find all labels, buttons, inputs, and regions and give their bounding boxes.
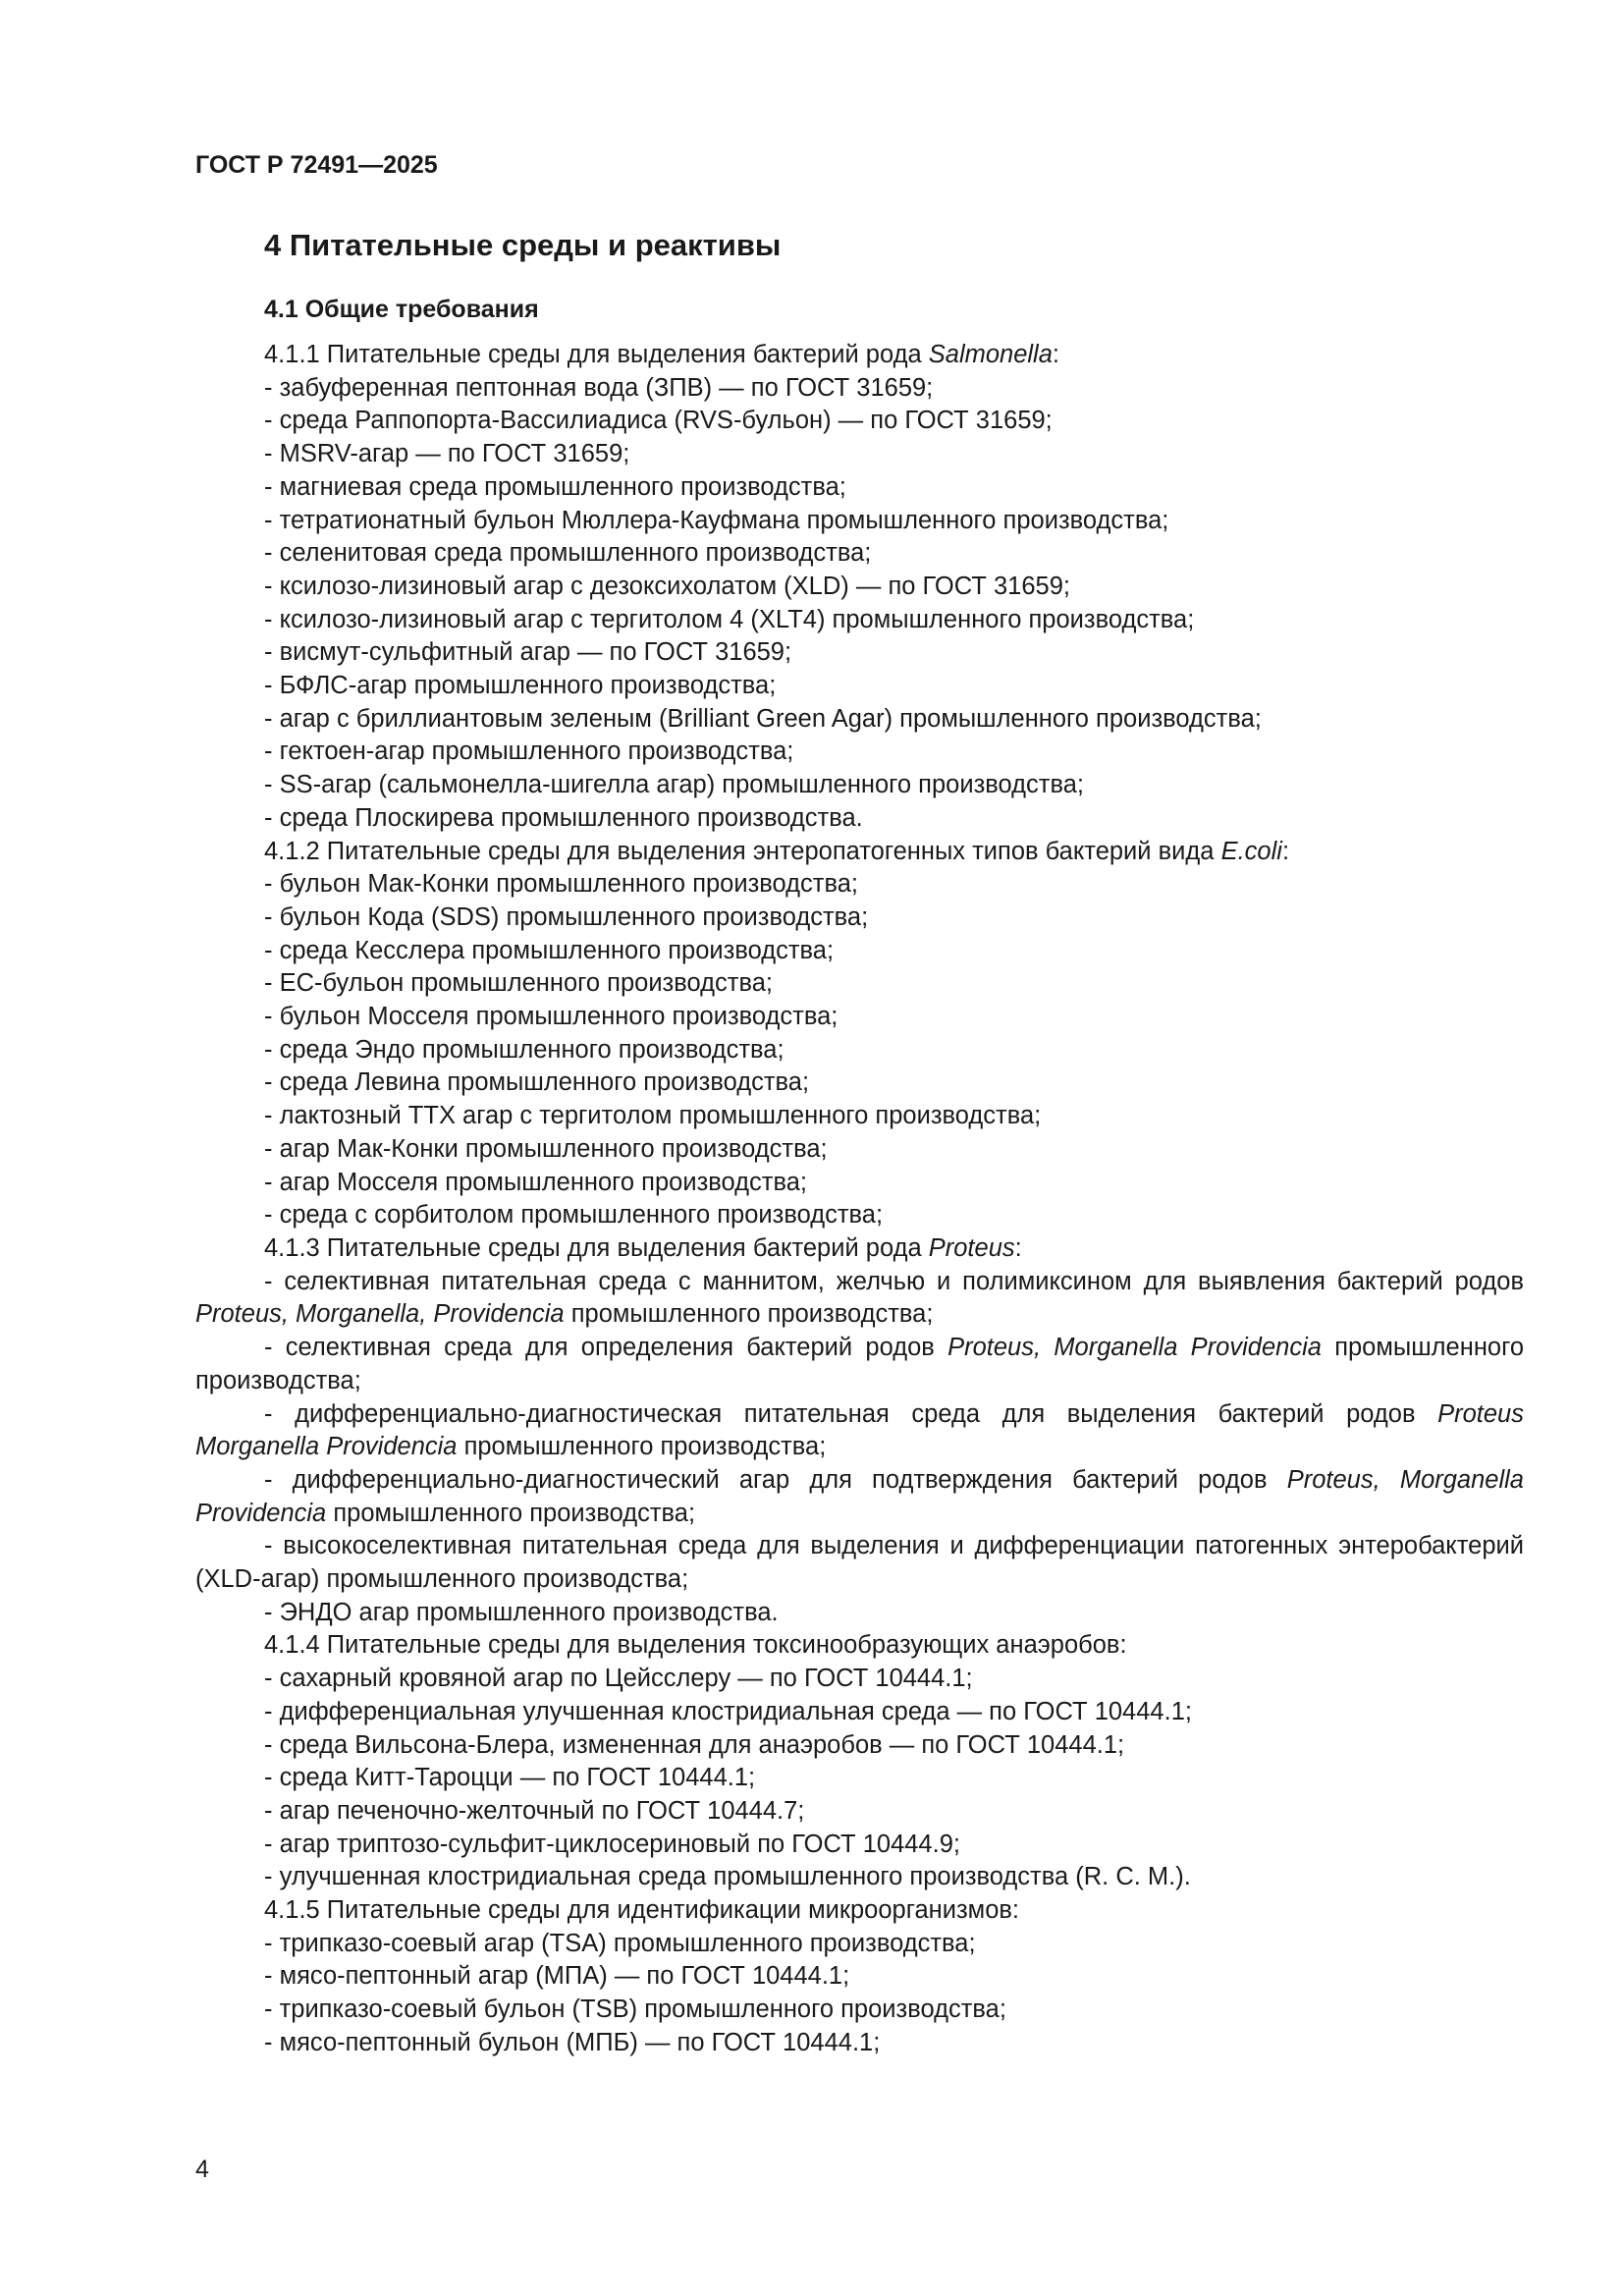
page-number: 4	[195, 2156, 209, 2183]
list-item: - среда с сорбитолом промышленного производства;	[264, 1201, 884, 1230]
list-item: - магниевая среда промышленного производства;	[264, 472, 846, 501]
list-item: - гектоен-агар промышленного производства;	[264, 738, 794, 766]
clause-4-1-5-intro: 4.1.5 Питательные среды для идентификации микроорганизмов:	[264, 1896, 1020, 1925]
list-item: - агар с бриллиантовым зеленым (Brilliant Green Agar) промышленного производства;	[264, 704, 1262, 733]
list-item: - мясо-пептонный бульон (МПБ) — по ГОСТ 10444.1;	[264, 2028, 881, 2056]
list-item: - трипказо-соевый бульон (TSB) промышленного производства;	[264, 1995, 1006, 2024]
clause-4-1-3-intro: 4.1.3 Питательные среды для выделения бактерий рода Proteus:	[264, 1233, 1022, 1262]
list-item: - ЭНДО агар промышленного производства.	[264, 1598, 779, 1626]
list-item: - бульон Кода (SDS) промышленного производства;	[264, 902, 869, 931]
list-item: - трипказо-соевый агар (TSA) промышленного производства;	[264, 1929, 976, 1957]
list-item: - дифференциально-диагностический агар для подтверждения бактерий родов Proteus, Morganella Providencia промышленного производства;	[195, 1465, 1524, 1527]
list-item: - агар триптозо-сульфит-циклосериновый по ГОСТ 10444.9;	[264, 1830, 960, 1858]
list-item: - дифференциально-диагностическая питательная среда для выделения бактерий родов Proteus Morganella Providencia промышленного производства;	[195, 1399, 1524, 1461]
list-item: - селективная среда для определения бактерий родов Proteus, Morganella Providencia промышленного производства;	[195, 1334, 1525, 1394]
list-item: - среда Плоскирева промышленного производства.	[264, 803, 863, 832]
clause-4-1-4-intro: 4.1.4 Питательные среды для выделения токсинообразующих анаэробов:	[264, 1631, 1127, 1660]
clause-4-1-2-intro: 4.1.2 Питательные среды для выделения энтеропатогенных типов бактерий вида E.coli:	[264, 837, 1290, 865]
list-item: - среда Кесслера промышленного производства;	[264, 936, 835, 964]
list-item: - агар Мак-Конки промышленного производства;	[264, 1134, 828, 1163]
section-title: 4 Питательные среды и реактивы	[264, 228, 782, 262]
list-item: - ксилозо-лизиновый агар с дезоксихолатом (XLD) — по ГОСТ 31659;	[264, 572, 1070, 600]
list-item: - высокоселективная питательная среда для выделения и дифференциации патогенных энтеробактерий (XLD-агар) промышленного производства;	[195, 1532, 1524, 1594]
clause-4-1-1-intro: 4.1.1 Питательные среды для выделения бактерий рода Salmonella:	[264, 341, 1059, 368]
list-item: - тетратионатный бульон Мюллера-Кауфмана промышленного производства;	[264, 506, 1169, 534]
list-item: - селективная питательная среда с маннитом, желчью и полимиксином для выявления бактерий родов Proteus, Morganella, Providencia промышленного производства;	[195, 1267, 1524, 1329]
list-item: - MSRV-агар — по ГОСТ 31659;	[264, 440, 630, 468]
list-item: - среда Китт-Тароцци — по ГОСТ 10444.1;	[264, 1764, 756, 1792]
list-item: - дифференциальная улучшенная клостридиальная среда — по ГОСТ 10444.1;	[264, 1697, 1192, 1725]
document-code: ГОСТ Р 72491—2025	[195, 151, 438, 179]
list-item: - бульон Мак-Конки промышленного производства;	[264, 870, 859, 899]
list-item: - лактозный ТТХ агар с тергитолом промышленного производства;	[264, 1102, 1042, 1130]
list-item: - ЕС-бульон промышленного производства;	[264, 969, 773, 998]
list-item: - улучшенная клостридиальная среда промышленного производства (R. C. M.).	[264, 1863, 1191, 1891]
list-item: - мясо-пептонный агар (МПА) — по ГОСТ 10444.1;	[264, 1962, 850, 1991]
subsection-title: 4.1 Общие требования	[264, 296, 539, 323]
list-item: - SS-агар (сальмонелла-шигелла агар) промышленного производства;	[264, 771, 1085, 799]
list-item: - забуференная пептонная вода (ЗПВ) — по ГОСТ 31659;	[264, 373, 934, 402]
list-item: - среда Эндо промышленного производства;	[264, 1035, 784, 1064]
list-item: - среда Левина промышленного производства;	[264, 1068, 810, 1097]
document-body	[195, 224, 1524, 2060]
list-item: - висмут-сульфитный агар — по ГОСТ 31659;	[264, 638, 792, 667]
list-item: - бульон Мосселя промышленного производства;	[264, 1003, 839, 1031]
list-item: - агар печеночно-желточный по ГОСТ 10444.7;	[264, 1796, 805, 1825]
list-item: - сахарный кровяной агар по Цейсслеру — по ГОСТ 10444.1;	[264, 1665, 973, 1693]
list-item: - среда Вильсона-Блера, измененная для анаэробов — по ГОСТ 10444.1;	[264, 1730, 1125, 1759]
list-item: - БФЛС-агар промышленного производства;	[264, 672, 777, 700]
list-item: - агар Мосселя промышленного производства;	[264, 1168, 807, 1196]
list-item: - ксилозо-лизиновый агар с тергитолом 4 (XLT4) промышленного производства;	[264, 605, 1195, 633]
list-item: - селенитовая среда промышленного производства;	[264, 539, 872, 568]
list-item: - среда Раппопорта-Вассилиадиса (RVS-бульон) — по ГОСТ 31659;	[264, 407, 1053, 435]
